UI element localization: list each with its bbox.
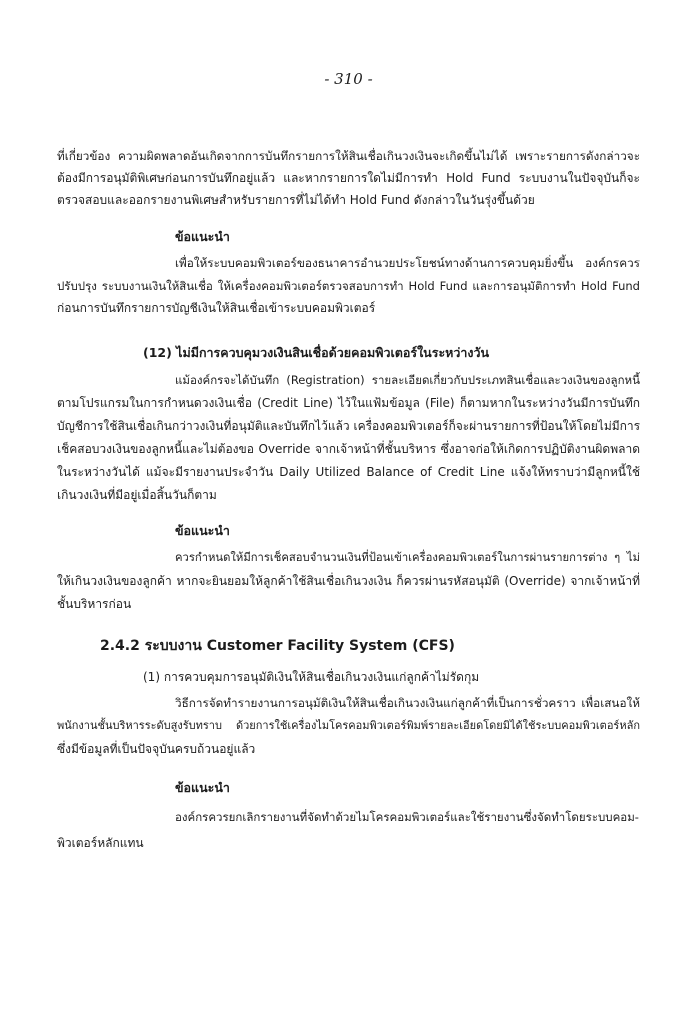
paragraph-line: ซึ่งมีข้อมูลที่เป็นปัจจุบันครบถ้วนอยู่แล้ว [57, 742, 256, 756]
section-heading: (1) การควบคุมการอนุมัติเงินให้สินเชื่อเกินวงเงินแก่ลูกค้าไม่รัดกุม [143, 670, 480, 684]
paragraph-line: องค์กรควรยกเลิกรายงานที่จัดทำด้วยไมโครคอมพิวเตอร์และใช้รายงานซึ่งจัดทำโดยระบบคอม- [175, 810, 639, 824]
page-number: - 310 - [324, 70, 373, 88]
paragraph-line: วิธีการจัดทำรายงานการอนุมัติเงินให้สินเชื่อเกินวงเงินแก่ลูกค้าที่เป็นการชั่วคราว เพื่อเสนอให้ [175, 696, 640, 710]
paragraph-line: ต้องมีการอนุมัติพิเศษก่อนการบันทึกอยู่แล้ว และหากรายการใดไม่มีการทำ Hold Fund ระบบงานในปัจจุบันก็จะ [57, 171, 640, 185]
subsection-heading: 2.4.2 ระบบงาน Customer Facility System (CFS) [100, 638, 455, 654]
paragraph-line: แม้องค์กรจะได้บันทึก (Registration) รายละเอียดเกี่ยวกับประเภทสินเชื่อและวงเงินของลูกหนี้ [175, 373, 640, 387]
paragraph-line: ตามโปรแกรมในการกำหนดวงเงินเชื่อ (Credit Line) ไว้ในแฟ้มข้อมูล (File) ก็ตามหากในระหว่างวันมีการบันทึก [57, 396, 640, 410]
paragraph-line: ที่เกี่ยวข้อง ความผิดพลาดอันเกิดจากการบันทึกรายการให้สินเชื่อเกินวงเงินจะเกิดขึ้นไม่ได้ เพราะรายการดังกล่าวจะ [57, 149, 640, 163]
recommendation-heading: ข้อแนะนำ [175, 780, 230, 795]
paragraph-line: ชั้นบริหารก่อน [57, 597, 132, 611]
paragraph-line: เพื่อให้ระบบคอมพิวเตอร์ของธนาคารอำนวยประโยชน์ทางด้านการควบคุมยิ่งขึ้น องค์กรควร [175, 256, 640, 270]
recommendation-heading: ข้อแนะนำ [175, 523, 230, 538]
paragraph-line: ตรวจสอบและออกรายงานพิเศษสำหรับรายการที่ไม่ได้ทำ Hold Fund ดังกล่าวในวันรุ่งขึ้นด้วย [57, 193, 535, 207]
paragraph-line: บัญชีการใช้สินเชื่อเกินกว่าวงเงินที่อนุมัติและบันทึกไว้แล้ว เครื่องคอมพิวเตอร์ก็จะผ่านรายการที่ป้อนให้โดยไม่มีการ [57, 419, 641, 433]
paragraph-line: ปรับปรุง ระบบงานเงินให้สินเชื่อ ให้เครื่องคอมพิวเตอร์ตรวจสอบการทำ Hold Fund และการอนุมัติการทำ Hold Fund [57, 279, 640, 293]
paragraph-line: ให้เกินวงเงินของลูกค้า หากจะยินยอมให้ลูกค้าใช้สินเชื่อเกินวงเงิน ก็ควรผ่านรหัสอนุมัติ (Override) จากเจ้าหน้าที่ [57, 574, 640, 588]
paragraph-line: ควรกำหนดให้มีการเช็คสอบจำนวนเงินที่ป้อนเข้าเครื่องคอมพิวเตอร์ในการผ่านรายการต่าง ๆ ไม่ [175, 551, 640, 564]
paragraph-line: พิวเตอร์หลักแทน [57, 836, 144, 850]
paragraph-line: เช็คสอบวงเงินของลูกหนี้และไม่ต้องขอ Override จากเจ้าหน้าที่ชั้นบริหาร ซึ่งอาจก่อให้เกิดการปฏิบัติงานผิดพลาด [57, 442, 640, 456]
paragraph-line: เกินวงเงินที่มีอยู่เมื่อสิ้นวันก็ตาม [57, 488, 217, 502]
recommendation-heading: ข้อแนะนำ [175, 229, 230, 244]
paragraph-line: ก่อนการบันทึกรายการบัญชีเงินให้สินเชื่อเข้าระบบคอมพิวเตอร์ [57, 301, 376, 315]
section-heading: (12) ไม่มีการควบคุมวงเงินสินเชื่อด้วยคอมพิวเตอร์ในระหว่างวัน [143, 345, 490, 360]
paragraph-line: พนักงานชั้นบริหารระดับสูงรับทราบ ด้วยการใช้เครื่องไมโครคอมพิวเตอร์พิมพ์รายละเอียดโดยมิได้ใช้ระบบคอมพิวเตอร์หลัก [57, 719, 640, 732]
paragraph-line: ในระหว่างวันได้ แม้จะมีรายงานประจำวัน Daily Utilized Balance of Credit Line แจ้งให้ทราบว่ามีลูกหนี้ใช้ [57, 465, 640, 479]
